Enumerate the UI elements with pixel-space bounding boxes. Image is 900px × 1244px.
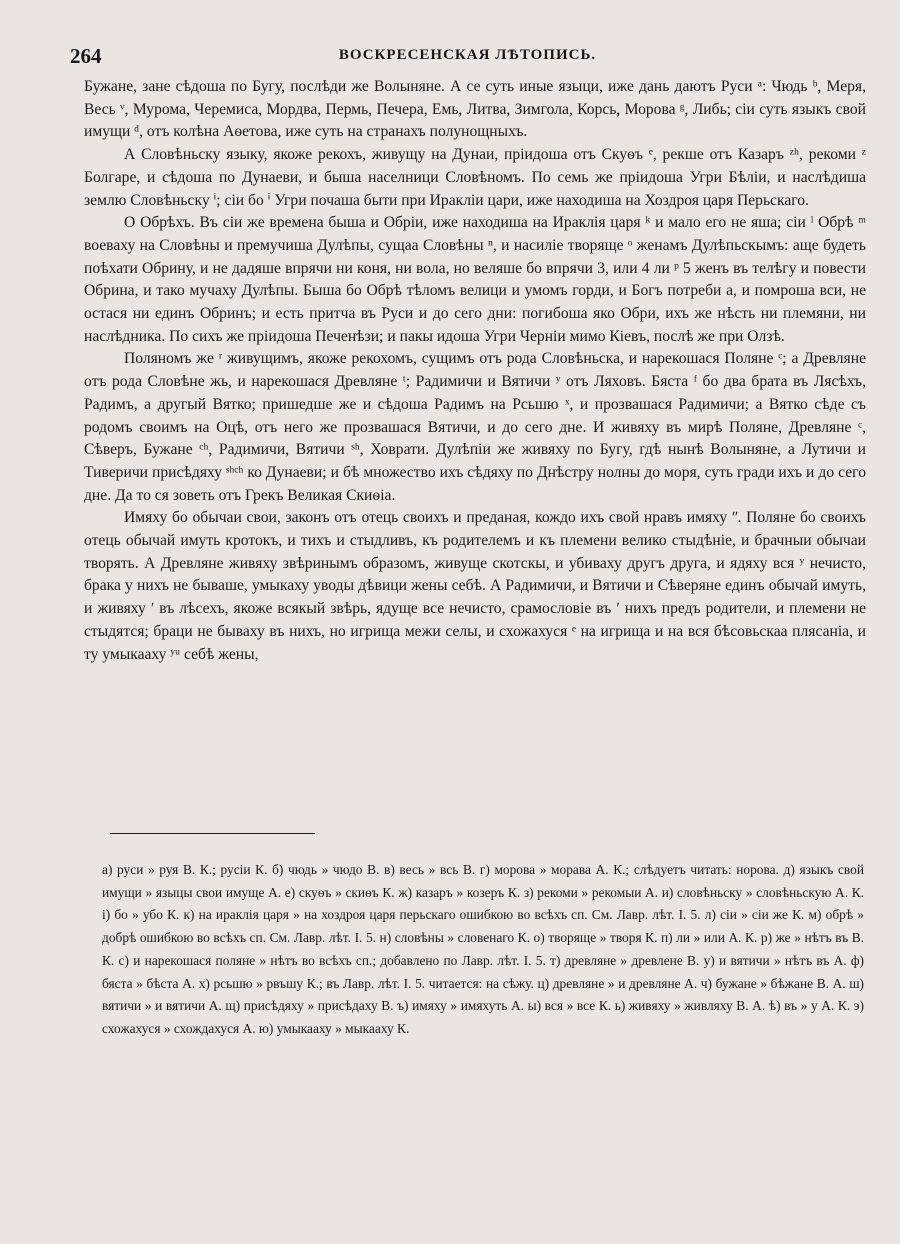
paragraph: Имяху бо обычаи свои, законъ отъ отець своихъ и преданая, кождо ихъ свой нравъ имяху ʺ. Поляне бо своихъ отець обычай имуть кротокъ, и тихъ и стыдливъ, къ родителемъ и къ племени велико стыдѣніе, и брачныи обычаи творять. А Древляне живяху звѣринымъ образомъ, живуще скотскы, и убиваху другъ друга, и ядяху вся ʸ нечисто, брака у нихъ не бываше, умыкаху уводы дѣвици жены себѣ. А Радимичи, и Вятичи и Сѣверяне единъ обычай имуть, и живяху ʹ въ лѣсехъ, якоже всякый звѣрь, ядуще все нечисто, срамословіе въ ʹ нихъ предъ родители, и племени не стыдятся; браци не бываху въ нихъ, но игрища межи селы, и схожахуся ᵉ на игрища и на вся бѣсовьскаа плясаніа, и ту умыкааху ʸᵘ себѣ жены, xyxy=(84,509,866,663)
paragraph: А Словѣньску языку, якоже рекохъ, живущу на Дунаи, пріидоша отъ Скуѳъ ᵉ, рекше отъ Казаръ ᶻʰ, рекоми ᶻ Болгаре, и сѣдоша по Дунаеви, и быша населници Словѣномъ. По семь же пріидоша Угри Бѣліи, и наслѣдиша землю Словѣньску ⁱ; сіи бо ⁱ Угри почаша быти при Иракліи цари, иже находиша на Хоздроя царя Перьскаго. xyxy=(84,146,866,209)
main-text xyxy=(84,76,866,666)
page-number: 264 xyxy=(70,44,102,68)
footnote-text: а) руси » руя В. К.; русіи К. б) чюдь » чюдо В. в) весь » вcь В. г) морова » морава А. К.; слѣдуетъ читать: норова. д) языкъ свой имущи » языцы свои имуще А. е) скуѳъ » скиѳъ К. ж) казаръ » козеръ К. з) рекоми » рекомыи А. и) словѣньску » словѣньскую А. К. і) бо » убо К. к) на ираклія царя » на хоздроя царя перьскаго ошибкою во всѣхъ сп. См. Лавр. лѣт. І. 5. л) сіи » сіи же К. м) обрѣ » добрѣ ошибкою во всѣхъ сп. См. Лавр. лѣт. І. 5. н) словѣны » словенаго К. о) творяще » творя К. п) ли » или А. К. р) же » нѣтъ въ В. К. с) и нарекошася поляне » нѣтъ во всѣхъ сп.; добавлено по Лавр. лѣт. І. 5. т) древляне » древлене В. у) и вятичи » нѣтъ въ А. ф) бяста » бѣста А. х) рсьшю » рвъшу К.; въ Лавр. лѣт. І. 5. читается: на сѣжу. ц) древляне » и древляне А. ч) бужане » бѣжане В. А. ш) вятичи » и вятичи А. щ) присѣдяху » присѣдаху В. ъ) имяху » имяхуть А. ы) вся » все К. ь) живяху » живляху В. А. ѣ) въ » у А. К. э) схожахуся » схождахуся А. ю) умыкааху » мыкааху К. xyxy=(102,862,864,1036)
running-title: ВОСКРЕСЕНСКАЯ ЛѢТОПИСЬ. xyxy=(338,47,597,63)
page-header xyxy=(70,44,865,70)
paragraph: Бужане, зане сѣдоша по Бугу, послѣди же Волыняне. А се суть иные языци, иже дань даютъ Руси ᵃ: Чюдь ᵇ, Меря, Весь ᵛ, Мурома, Черемиса, Мордва, Пермь, Печера, Емь, Литва, Зимгола, Корсь, Морова ᵍ, Либь; сіи суть языкъ свой имущи ᵈ, отъ колѣна Аѳетова, иже суть на странахъ полунощныхъ. xyxy=(84,78,866,141)
footnote-divider xyxy=(110,833,315,834)
footnotes xyxy=(102,859,864,1041)
paragraph: О Обрѣхъ. Въ сіи же времена быша и Обріи, иже находиша на Ираклія царя ᵏ и мало его не яша; сіи ˡ Обрѣ ᵐ воеваху на Словѣны и премучиша Дулѣпы, сущаа Словѣны ⁿ, и насиліе творяще ᵒ женамъ Дулѣпьскымъ: аще будеть поѣхати Обрину, и не дадяше впрячи ни коня, ни вола, но веляше бо впрячи 3, или 4 ли ᵖ 5 женъ въ телѣгу и повести Обрина, и тако мучаху Дулѣпы. Быша бо Обрѣ тѣломъ велици и умомъ горди, и Богъ потреби а, и помроша вси, не остася ни единъ Обринъ; и есть притча въ Руси и до сего дни: погибоша яко Обри, ихъ же нѣсть ни племяни, ни наслѣдника. По сихъ же пріидоша Печенѣзи; и пакы идоша Угри Черніи мимо Кіевъ, послѣ же при Олзѣ. xyxy=(84,214,866,345)
paragraph: Поляномъ же ʳ живущимъ, якоже рекохомъ, сущимъ отъ рода Словѣньска, и нарекошася Поляне ᶜ; а Древляне отъ рода Словѣне жь, и нарекошася Древляне ᵗ; Радимичи и Вятичи ʸ отъ Ляховъ. Бяста ᶠ бо два брата въ Лясѣхъ, Радимъ, а другый Вятко; пришедше же и сѣдоша Радимъ на Рсьшю ˣ, и прозвашася Радимичи; а Вятко сѣде съ родомъ своимъ на Оцѣ, отъ него же прозвашася Вятичи, и до сего дне. И живяху въ мирѣ Поляне, Древляне ᶜ, Сѣверъ, Бужане ᶜʰ, Радимичи, Вятичи ˢʰ, Ховрати. Дулѣпіи же живяху по Бугу, гдѣ нынѣ Волыняне, а Лутичи и Тиверичи присѣдяху ˢʰᶜʰ ко Дунаеви; и бѣ множество ихъ сѣдяху по Днѣстру нолны до моря, суть гради ихъ и до сего дне. Да то ся зоветь отъ Грекъ Великая Скиѳіа. xyxy=(84,350,866,504)
